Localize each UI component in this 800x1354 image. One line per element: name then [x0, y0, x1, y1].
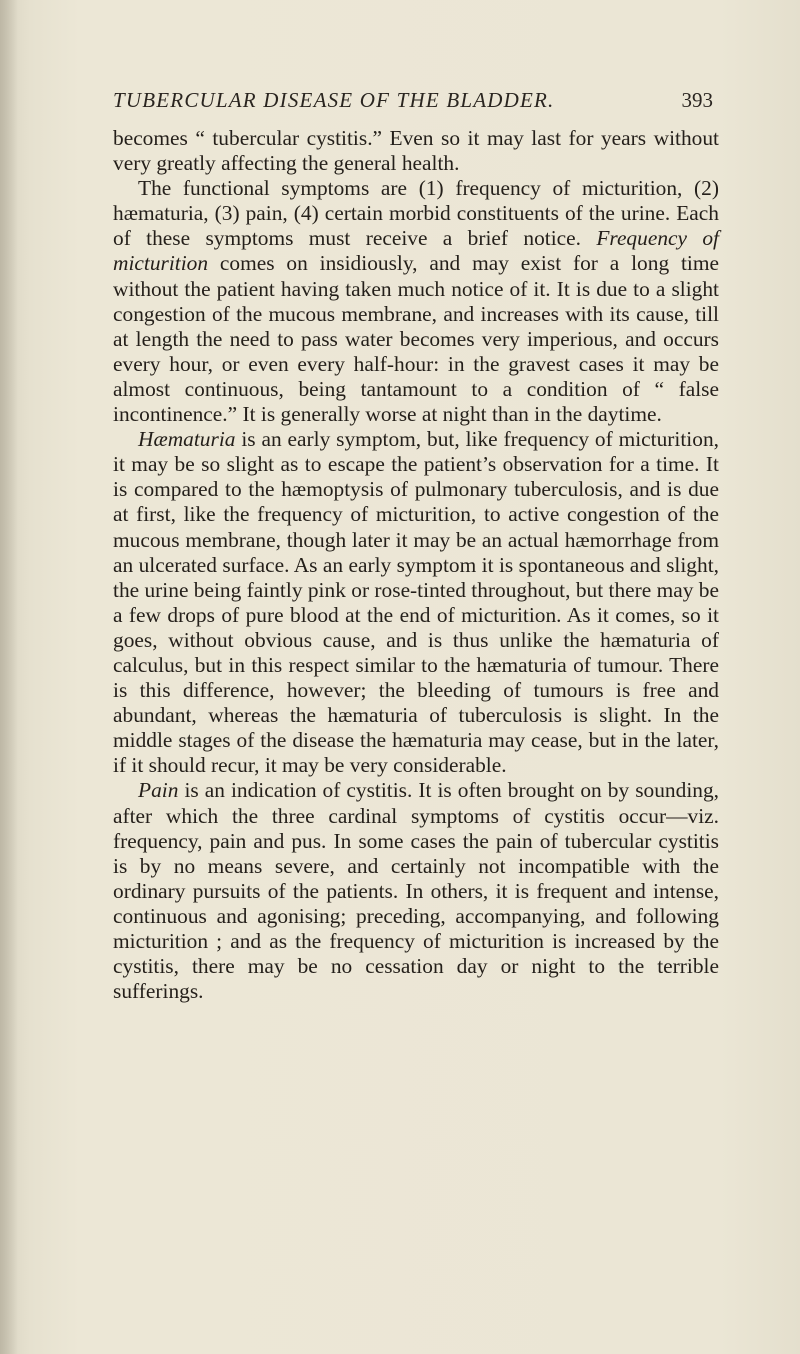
paragraph-text: is an indication of cystitis. It is often brought on by sounding, after which the three cardinal symptoms of cystitis occur—viz. frequency, pain and pus. In some cases the pain of tubercular cystitis is by no means severe, and certainly not incompatible with the ordinary pursuits of the patients. In others, it is frequent and intense, continuous and agonising; preceding, accompanying, and following micturition ; and as the frequency of micturition is increased by the cystitis, there may be no cessation day or night to the terrible sufferings. — [113, 778, 719, 1004]
page-number: 393 — [681, 88, 713, 112]
body-text — [113, 126, 719, 1004]
italic-term-frequency: Frequency of micturition — [113, 226, 719, 276]
running-title: TUBERCULAR DISEASE OF THE BLADDER. — [113, 88, 555, 112]
paragraph-text: becomes “ tubercular cystitis.” Even so it may last for years without very greatly affecting the general health. — [113, 126, 719, 176]
paragraph-text-after: comes on insidiously, and may exist for a long time without the patient having taken much notice of it. It is due to a slight congestion of the mucous membrane, and increases with its cause, till at length the need to pass water becomes very imperious, and occurs every hour, or even every half-hour: in the gravest cases it may be almost continuous, being tantamount to a condition of “ false incontinence.” It is generally worse at night than in the daytime. — [113, 251, 719, 427]
paragraph-text: is an early symptom, but, like frequency of micturition, it may be so slight as to escape the patient’s observation for a time. It is compared to the hæmoptysis of pulmonary tuberculosis, and is due at first, like the frequency of micturition, to active congestion of the mucous membrane, though later it may be an actual hæmorrhage from an ulcerated surface. As an early symptom it is spontaneous and slight, the urine being faintly pink or rose-tinted throughout, but there may be a few drops of pure blood at the end of micturition. As it comes, so it goes, without obvious cause, and is thus unlike the hæmaturia of calculus, but in this respect similar to the hæmaturia of tumour. There is this difference, however; the bleeding of tumours is free and abundant, whereas the hæmaturia of tuberculosis is slight. In the middle stages of the disease the hæmaturia may cease, but in the later, if it should recur, it may be very considerable. — [113, 427, 719, 778]
paragraph-continuation — [113, 126, 719, 176]
paragraph-text: The functional symptoms are (1) frequency of micturition, (2) hæmaturia, (3) pain, (4) certain morbid constituents of the urine. Each of these symptoms must receive a brief notice. — [113, 176, 719, 251]
italic-term-haematuria: Hæmaturia — [138, 427, 236, 452]
paragraph-functional-symptoms — [113, 176, 719, 427]
running-head — [113, 88, 713, 118]
paragraph-haematuria — [113, 427, 719, 778]
italic-term-pain: Pain — [138, 778, 179, 803]
paragraph-pain — [113, 778, 719, 1004]
binding-shadow — [0, 0, 18, 1354]
